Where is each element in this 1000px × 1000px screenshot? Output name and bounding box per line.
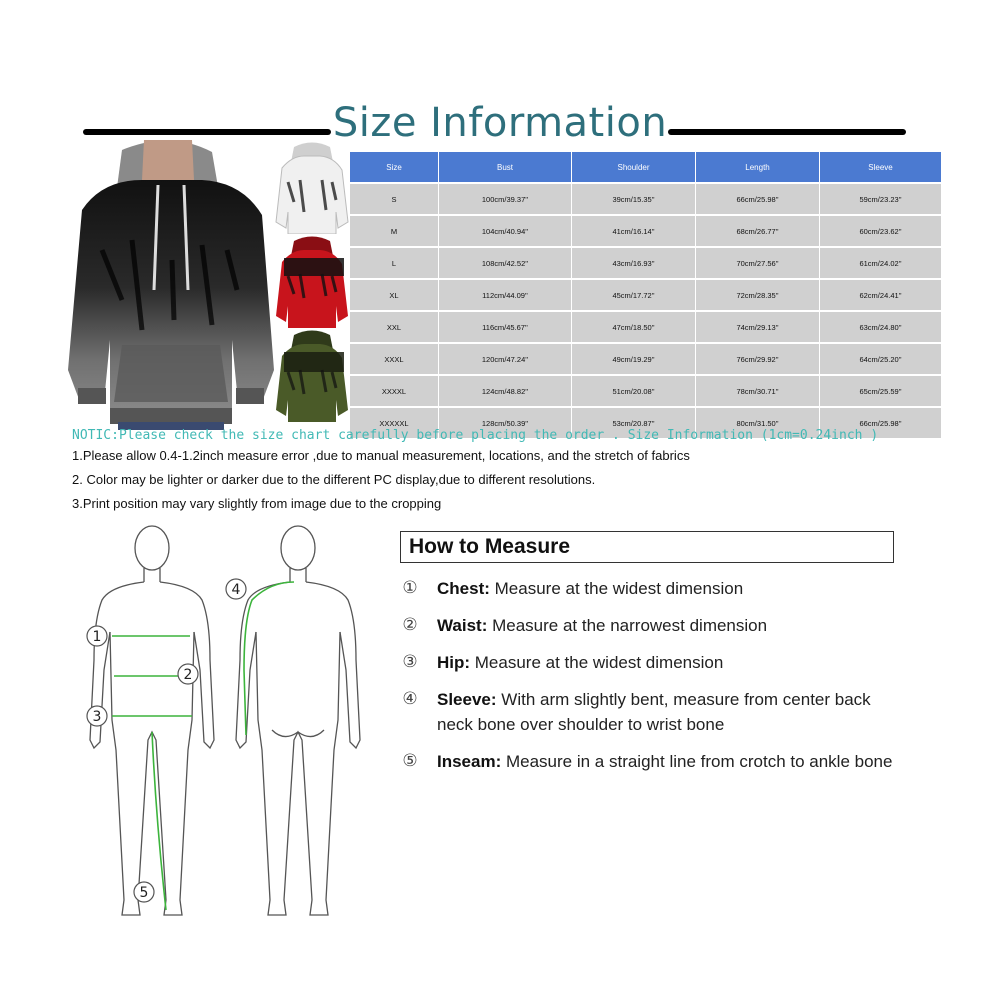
marker-3: 3 xyxy=(92,709,102,725)
sleeve-cell: 62cm/24.41'' xyxy=(820,279,942,311)
note-2: 2. Color may be lighter or darker due to the different PC display,due to different resolutions. xyxy=(72,472,596,487)
measure-number: ② xyxy=(402,615,418,635)
hoodie-main-image xyxy=(62,140,280,430)
length-cell: 80cm/31.50'' xyxy=(696,407,820,439)
header-sleeve: Sleeve xyxy=(820,152,942,184)
length-cell: 74cm/29.13'' xyxy=(696,311,820,343)
header-bust: Bust xyxy=(439,152,572,184)
measure-number: ③ xyxy=(402,652,418,672)
hoodie-green-image xyxy=(274,330,350,422)
table-row xyxy=(350,183,942,215)
measure-label: Sleeve: xyxy=(437,690,497,709)
header-length: Length xyxy=(696,152,820,184)
measure-description: Measure at the widest dimension xyxy=(489,579,744,598)
measure-label: Inseam: xyxy=(437,752,502,771)
title-rule-left xyxy=(83,129,331,135)
measure-description: Measure in a straight line from crotch to ankle bone xyxy=(501,752,893,771)
table-row xyxy=(350,279,942,311)
bust-cell: 108cm/42.52'' xyxy=(439,247,572,279)
shoulder-cell: 45cm/17.72'' xyxy=(572,279,696,311)
how-to-measure-title: How to Measure xyxy=(409,535,571,558)
length-cell: 78cm/30.71'' xyxy=(696,375,820,407)
sleeve-cell: 61cm/24.02'' xyxy=(820,247,942,279)
back-body-figure xyxy=(220,520,370,940)
title-rule-right xyxy=(668,129,906,135)
hoodie-white-image xyxy=(274,142,350,234)
measure-number: ① xyxy=(402,578,418,598)
size-cell: S xyxy=(350,183,439,215)
table-row xyxy=(350,311,942,343)
size-cell: XXL xyxy=(350,311,439,343)
sleeve-cell: 63cm/24.80'' xyxy=(820,311,942,343)
length-cell: 70cm/27.56'' xyxy=(696,247,820,279)
marker-5: 5 xyxy=(139,885,149,901)
shoulder-cell: 53cm/20.87'' xyxy=(572,407,696,439)
bust-cell: 124cm/48.82'' xyxy=(439,375,572,407)
page-title: Size Information xyxy=(332,100,668,146)
header-size: Size xyxy=(350,152,439,184)
measure-item-waist xyxy=(400,613,900,638)
note-3: 3.Print position may vary slightly from image due to the cropping xyxy=(72,496,442,511)
bust-cell: 112cm/44.09'' xyxy=(439,279,572,311)
marker-1: 1 xyxy=(92,629,102,645)
shoulder-cell: 47cm/18.50'' xyxy=(572,311,696,343)
measure-description: Measure at the widest dimension xyxy=(470,653,724,672)
shoulder-cell: 51cm/20.08'' xyxy=(572,375,696,407)
measure-item-hip xyxy=(400,650,900,675)
measure-label: Chest: xyxy=(437,579,490,598)
table-row xyxy=(350,375,942,407)
hoodie-red-image xyxy=(274,236,350,328)
measure-description: Measure at the narrowest dimension xyxy=(487,616,768,635)
bust-cell: 104cm/40.94'' xyxy=(439,215,572,247)
length-cell: 76cm/29.92'' xyxy=(696,343,820,375)
shoulder-cell: 39cm/15.35'' xyxy=(572,183,696,215)
sleeve-cell: 66cm/25.98'' xyxy=(820,407,942,439)
marker-2: 2 xyxy=(183,667,193,683)
sleeve-cell: 60cm/23.62'' xyxy=(820,215,942,247)
size-table xyxy=(349,151,942,439)
length-cell: 72cm/28.35'' xyxy=(696,279,820,311)
notice-text: NOTIC:Please check the size chart carefully before placing the order . Size Information (1cm=0.24inch ) xyxy=(72,428,879,443)
measure-item-chest xyxy=(400,576,900,601)
measure-description: With arm slightly bent, measure from center back neck bone over shoulder to wrist bone xyxy=(437,690,871,734)
sleeve-cell: 65cm/25.59'' xyxy=(820,375,942,407)
sleeve-cell: 64cm/25.20'' xyxy=(820,343,942,375)
measure-number: ④ xyxy=(402,689,418,709)
note-1: 1.Please allow 0.4-1.2inch measure error ,due to manual measurement, locations, and the stretch of fabrics xyxy=(72,448,690,463)
bust-cell: 100cm/39.37'' xyxy=(439,183,572,215)
measure-item-inseam xyxy=(400,749,900,799)
size-cell: XXXL xyxy=(350,343,439,375)
measure-label: Waist: xyxy=(437,616,488,635)
size-cell: XXXXXL xyxy=(350,407,439,439)
measure-label: Hip: xyxy=(437,653,471,672)
size-cell: XXXXL xyxy=(350,375,439,407)
header-shoulder: Shoulder xyxy=(572,152,696,184)
table-row xyxy=(350,247,942,279)
table-row xyxy=(350,215,942,247)
measure-number: ⑤ xyxy=(402,751,418,771)
table-row xyxy=(350,343,942,375)
size-cell: XL xyxy=(350,279,439,311)
shoulder-cell: 41cm/16.14'' xyxy=(572,215,696,247)
shoulder-cell: 43cm/16.93'' xyxy=(572,247,696,279)
front-body-figure xyxy=(80,520,230,940)
shoulder-cell: 49cm/19.29'' xyxy=(572,343,696,375)
sleeve-cell: 59cm/23.23'' xyxy=(820,183,942,215)
length-cell: 66cm/25.98'' xyxy=(696,183,820,215)
length-cell: 68cm/26.77'' xyxy=(696,215,820,247)
bust-cell: 120cm/47.24'' xyxy=(439,343,572,375)
how-to-measure-header xyxy=(400,531,894,563)
bust-cell: 128cm/50.39'' xyxy=(439,407,572,439)
table-header-row xyxy=(350,152,942,184)
size-cell: M xyxy=(350,215,439,247)
size-cell: L xyxy=(350,247,439,279)
bust-cell: 116cm/45.67'' xyxy=(439,311,572,343)
marker-4: 4 xyxy=(231,582,241,598)
measure-item-sleeve xyxy=(400,687,900,737)
